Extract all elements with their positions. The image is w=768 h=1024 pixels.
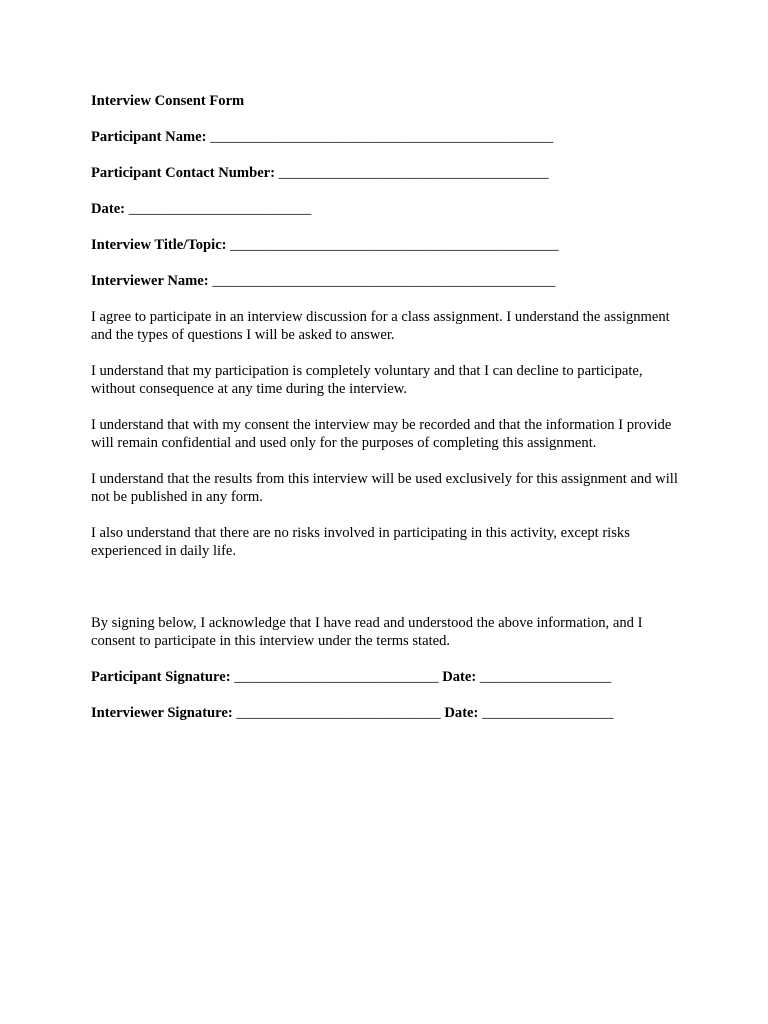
participant-signature-row: [91, 668, 681, 686]
interview-topic-row: [91, 236, 681, 254]
consent-paragraph-5: I also understand that there are no risks involved in participating in this activity, except risks experienced in daily life.: [91, 525, 630, 559]
interview-topic-field[interactable]: _____________________________________________: [230, 237, 559, 253]
date-row: [91, 200, 681, 218]
interview-topic-label: Interview Title/Topic:: [91, 237, 227, 253]
interviewer-name-row: [91, 272, 681, 290]
form-title: Interview Consent Form: [91, 93, 245, 109]
participant-name-row: [91, 128, 681, 146]
participant-signature-field[interactable]: ____________________________: [234, 669, 439, 685]
participant-date-label: Date:: [442, 669, 477, 685]
participant-name-field[interactable]: _______________________________________________: [210, 129, 554, 145]
consent-paragraph-1: I agree to participate in an interview discussion for a class assignment. I understand the assignment and the types of questions I will be asked to answer.: [91, 309, 670, 343]
date-field[interactable]: _________________________: [128, 201, 312, 217]
consent-paragraph-2: I understand that my participation is completely voluntary and that I can decline to participate, without consequence at any time during the interview.: [91, 363, 643, 397]
consent-paragraph-3: I understand that with my consent the interview may be recorded and that the information I provide will remain confidential and used only for the purposes of completing this assignment.: [91, 417, 672, 451]
interviewer-signature-field[interactable]: ____________________________: [236, 705, 441, 721]
consent-form-page: [91, 92, 681, 722]
participant-signature-label: Participant Signature:: [91, 669, 231, 685]
consent-paragraph-4: I understand that the results from this interview will be used exclusively for this assignment and will not be published in any form.: [91, 471, 678, 505]
interviewer-signature-row: [91, 704, 681, 722]
interviewer-name-label: Interviewer Name:: [91, 273, 209, 289]
participant-name-label: Participant Name:: [91, 129, 207, 145]
acknowledgement-paragraph: By signing below, I acknowledge that I have read and understood the above information, and I consent to participate in this interview under the terms stated.: [91, 615, 643, 649]
interviewer-date-label: Date:: [444, 705, 479, 721]
interviewer-signature-label: Interviewer Signature:: [91, 705, 233, 721]
participant-contact-label: Participant Contact Number:: [91, 165, 276, 181]
participant-date-field[interactable]: __________________: [479, 669, 612, 685]
participant-contact-row: [91, 164, 681, 182]
interviewer-name-field[interactable]: _______________________________________________: [212, 273, 556, 289]
participant-contact-field[interactable]: _____________________________________: [278, 165, 549, 181]
interviewer-date-field[interactable]: __________________: [482, 705, 614, 721]
date-label: Date:: [91, 201, 126, 217]
